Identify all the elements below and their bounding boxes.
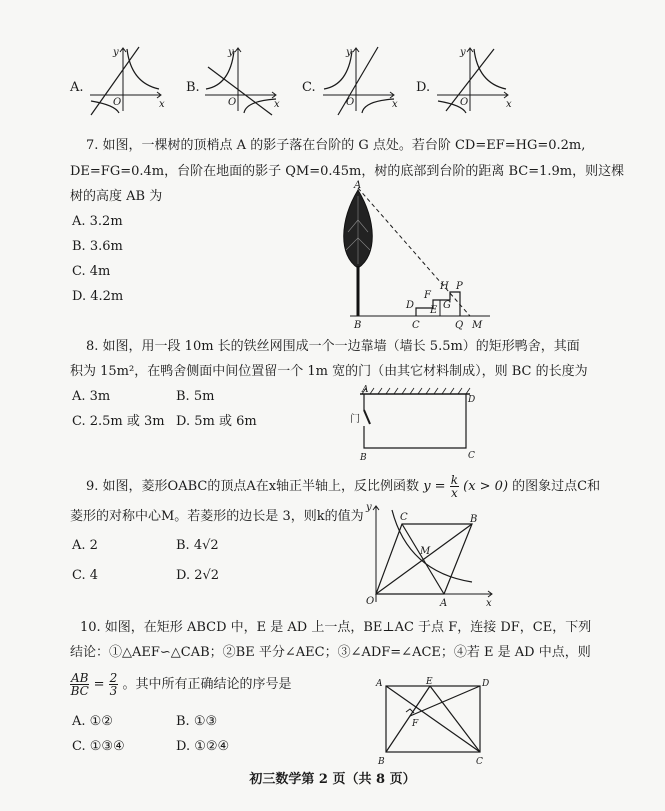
q8-option-c[interactable]: C. 2.5m 或 3m xyxy=(72,414,165,429)
q7-label-p: P xyxy=(456,281,463,292)
q6-option-d-label: D. xyxy=(416,80,431,95)
q9-label-y: y xyxy=(366,502,372,513)
q7-label-q: Q xyxy=(455,320,464,331)
q6-option-c-label: C. xyxy=(302,80,316,95)
q6-b-origin: O xyxy=(228,97,237,108)
q6-c-y-label: y xyxy=(346,47,352,58)
q10-label-a: A xyxy=(376,679,383,689)
q8-label-b: B xyxy=(360,453,367,463)
q7-option-d[interactable]: D. 4.2m xyxy=(72,289,124,304)
q6-d-x-label: x xyxy=(506,99,512,110)
q10-frac-num-l: AB xyxy=(71,671,89,685)
q10-label-f: F xyxy=(412,719,419,729)
q8-label-d: D xyxy=(468,395,476,405)
q7-option-a[interactable]: A. 3.2m xyxy=(72,214,123,229)
shadow-ray xyxy=(358,188,470,316)
q9-label-x: x xyxy=(486,598,492,609)
q10-option-d[interactable]: D. ①②④ xyxy=(176,739,230,754)
q7-line-3: 树的高度 AB 为 xyxy=(70,189,163,204)
q9-func-den: x xyxy=(450,486,458,500)
q10-label-d: D xyxy=(482,679,490,689)
q10-label-e: E xyxy=(426,677,433,687)
q7-label-g: G xyxy=(443,300,451,311)
q10-frac-den-r: 3 xyxy=(109,684,118,698)
q10-label-c: C xyxy=(476,757,483,767)
q8-option-d[interactable]: D. 5m 或 6m xyxy=(176,414,257,429)
q8-label-a: A xyxy=(362,385,369,395)
q9-label-b: B xyxy=(470,514,478,525)
q10-line-2: 结论：①△AEF∽△CAB；②BE 平分∠AEC；③∠ADF=∠ACE；④若 E 是 AD 中点，则 xyxy=(70,645,591,660)
q7-label-m: M xyxy=(472,320,483,331)
q9-option-c[interactable]: C. 4 xyxy=(72,568,99,583)
q6-c-x-label: x xyxy=(392,99,398,110)
q9-option-b[interactable]: B. 4√2 xyxy=(176,538,219,553)
q10-option-c[interactable]: C. ①③④ xyxy=(72,739,125,754)
q7-option-b[interactable]: B. 3.6m xyxy=(72,239,123,254)
q6-b-x-label: x xyxy=(274,99,280,110)
q7-label-a: A xyxy=(354,180,362,191)
q10-frac-left xyxy=(70,672,89,697)
q6-graph-a xyxy=(85,45,165,115)
q6-b-y-label: y xyxy=(228,47,234,58)
q9-label-m: M xyxy=(420,546,431,557)
q9-func-cond: (x > 0) xyxy=(463,479,509,494)
q9-figure xyxy=(362,502,502,612)
q9-option-d[interactable]: D. 2√2 xyxy=(176,568,220,583)
q6-a-y-label: y xyxy=(113,47,119,58)
q7-line-1: 7. 如图，一棵树的顶梢点 A 的影子落在台阶的 G 点处。若台阶 CD=EF=HG=0.2m, xyxy=(86,138,586,153)
q10-frac-right xyxy=(109,672,119,697)
steps xyxy=(416,292,460,316)
q6-option-b-label: B. xyxy=(186,80,200,95)
q9-line-1b: 的图象过点C和 xyxy=(512,479,601,494)
q6-c-origin: O xyxy=(346,97,355,108)
q9-func-num: k xyxy=(450,473,458,487)
q10-option-b[interactable]: B. ①③ xyxy=(176,714,218,729)
q10-figure xyxy=(372,676,502,768)
q7-option-c[interactable]: C. 4m xyxy=(72,264,111,279)
q6-a-x-label: x xyxy=(159,99,165,110)
page-footer: 初三数学第 2 页（共 8 页） xyxy=(249,772,416,787)
q9-line-2: 菱形的对称中心M。若菱形的边长是 3，则k的值为 xyxy=(70,509,364,524)
q7-label-b: B xyxy=(354,320,362,331)
q10-eq: = xyxy=(93,677,105,692)
q9-func-frac xyxy=(450,474,459,499)
q6-option-a-label: A. xyxy=(70,80,84,95)
q6-d-y-label: y xyxy=(460,47,466,58)
q8-line-2: 积为 15m²，在鸭舍侧面中间位置留一个 1m 宽的门（由其它材料制成），则 BC 的长度为 xyxy=(70,364,588,379)
q10-frac-num-r: 2 xyxy=(109,671,118,685)
q6-d-origin: O xyxy=(460,97,469,108)
q10-label-b: B xyxy=(378,757,385,767)
q7-line-2: DE=FG=0.4m，台阶在地面的影子 QM=0.45m，树的底部到台阶的距离 BC=1.9m，则这棵 xyxy=(70,164,625,179)
q8-option-b[interactable]: B. 5m xyxy=(176,389,215,404)
q8-line-1: 8. 如图，用一段 10m 长的铁丝网围成一个一边靠墙（墙长 5.5m）的矩形鸭舍，其面 xyxy=(86,339,580,354)
q8-option-a[interactable]: A. 3m xyxy=(72,389,111,404)
q6-graph-d xyxy=(432,45,512,115)
q7-label-d: D xyxy=(406,300,415,311)
q7-figure xyxy=(330,180,500,330)
q6-graph-b xyxy=(200,45,280,115)
q8-label-door: 门 xyxy=(350,414,360,425)
q7-label-e: E xyxy=(430,305,438,316)
q10-line-3-tail: 。其中所有正确结论的序号是 xyxy=(122,677,292,692)
q9-func-y: y = xyxy=(423,479,446,494)
q9-label-o: O xyxy=(366,596,375,607)
q6-a-origin: O xyxy=(113,97,122,108)
q10-line-1: 10. 如图，在矩形 ABCD 中，E 是 AD 上一点，BE⊥AC 于点 F，连接 DF，CE，下列 xyxy=(80,620,592,635)
q7-label-h: H xyxy=(440,281,449,292)
q9-label-a: A xyxy=(440,598,448,609)
q9-label-c: C xyxy=(400,512,408,523)
q8-figure xyxy=(346,382,496,462)
q10-frac-den-l: BC xyxy=(70,684,89,698)
q7-label-c: C xyxy=(412,320,420,331)
q8-label-c: C xyxy=(468,451,475,461)
q10-option-a[interactable]: A. ①② xyxy=(72,714,113,729)
q9-line-1a: 9. 如图，菱形OABC的顶点A在x轴正半轴上，反比例函数 xyxy=(86,479,420,494)
q7-label-f: F xyxy=(424,290,431,301)
q6-graph-c xyxy=(318,45,398,115)
q9-option-a[interactable]: A. 2 xyxy=(72,538,98,553)
